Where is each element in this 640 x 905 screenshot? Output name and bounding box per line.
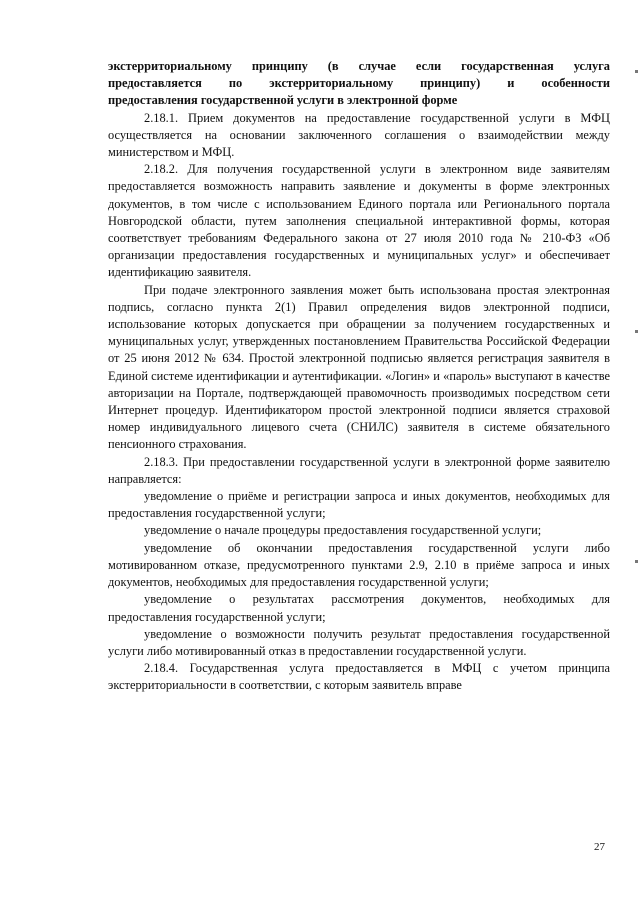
scan-edge-mark [635, 70, 638, 73]
paragraph-2-18-3: 2.18.3. При предоставлении государственной услуги в электронной форме заявителю направляется: [108, 454, 610, 486]
heading-line-3: предоставления государственной услуги в электронной форме [108, 93, 458, 108]
document-body [108, 58, 610, 695]
paragraph-2-18-2: 2.18.2. Для получения государственной услуги в электронном виде заявителям предоставляется возможность направить заявление и документы в форме электронных документов, в том числе с использованием Единого портала или Регионального портала Новгородской области, путем заполнения специальной интерактивной формы, которая соответствует требованиям Федерального закона от 27 июля 2010 года № 210-ФЗ «Об организации предоставления государственных и муниципальных услуг» и обеспечивает идентификацию заявителя. [108, 162, 610, 280]
section-heading [108, 58, 610, 110]
list-item-notification-possibility: уведомление о возможности получить результат предоставления государственной услуги либо мотивированный отказ в предоставлении государственной услуги. [108, 626, 610, 658]
list-item-notification-end: уведомление об окончании предоставления государственной услуги либо мотивированном отказе, предусмотренного пунктами 2.9, 2.10 в приёме запроса и иных документов, необходимых для предоставления государственной услуги; [108, 540, 610, 590]
scan-edge-mark [635, 330, 638, 333]
paragraph-2-18-1: 2.18.1. Прием документов на предоставление государственной услуги в МФЦ осуществляется на основании заключенного соглашения о взаимодействии между министерством и МФЦ. [108, 110, 610, 160]
list-item-notification-results: уведомление о результатах рассмотрения документов, необходимых для предоставления государственной услуги; [108, 592, 610, 624]
heading-line-1: экстерриториальному принципу (в случае если государственная услуга [108, 59, 610, 73]
list-item-notification-receipt: уведомление о приёме и регистрации запроса и иных документов, необходимых для предоставления государственной услуги; [108, 489, 610, 521]
scan-edge-mark [635, 560, 638, 563]
list-item-notification-start: уведомление о начале процедуры предоставления государственной услуги; [144, 523, 542, 538]
heading-line-2: предоставляется по экстерриториальному принципу) и особенности [108, 76, 610, 91]
paragraph-2-18-4: 2.18.4. Государственная услуга предоставляется в МФЦ с учетом принципа экстерриториальности в соответствии, с которым заявитель вправе [108, 661, 610, 693]
page-number: 27 [594, 841, 605, 853]
paragraph-simple-signature: При подаче электронного заявления может быть использована простая электронная подпись, согласно пункта 2(1) Правил определения видов электронной подписи, использование которых допускается при обращении за получением государственных и муниципальных услуг, утвержденных постановлением Правительства Российской Федерации от 25 июня 2012 № 634. Простой электронной подписью является регистрация заявителя в Единой системе идентификации и аутентификации. «Логин» и «пароль» выступают в качестве авторизации на Портале, подтверждающей правомочность производимых посредством сети Интернет процедур. Идентификатором простой электронной подписи является страховой номер индивидуального лицевого счета (СНИЛС) заявителя в системе обязательного пенсионного страхования. [108, 282, 610, 452]
